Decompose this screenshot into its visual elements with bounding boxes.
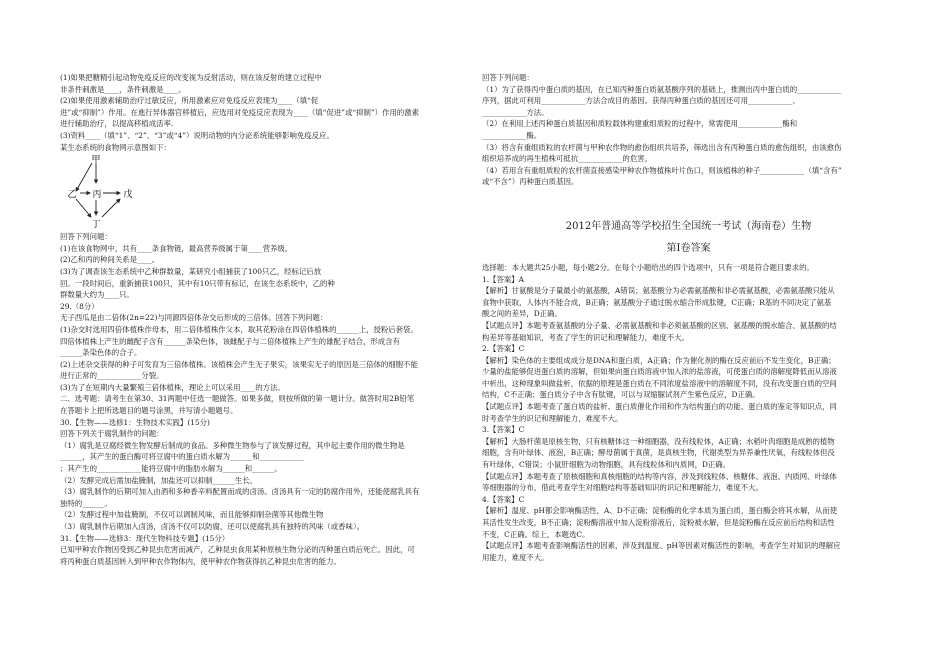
text-line: ____________方法。 <box>482 107 549 117</box>
node-jia: 甲 <box>91 155 101 166</box>
right-column <box>482 72 895 563</box>
text-line: 某生态系统的食物网示意图如下： <box>60 142 171 152</box>
text-line: (2)上述杂交获得的种子可发育为三倍体植株。该植株会产生无子果实，该果实无子的原因是三倍体的细胞不能 <box>60 359 418 369</box>
text-line: (3)为了调查该生态系统中乙种群数量，某研究小组捕获了100只乙，经标记后放 <box>60 266 322 276</box>
text-line: 用能力，难度不大。 <box>482 552 549 562</box>
text-line: 【试题点评】本题考查了原核细胞和真核细胞的结构等内容，涉及到线粒体、核糖体、液泡、内质网、叶绿体 <box>482 471 837 481</box>
text-line: 少量的盐能够促进蛋白质的溶解，但如果向蛋白质溶液中加入浓的盐溶液，可使蛋白质的溶解度降低而从溶液 <box>482 367 837 377</box>
text-line: 30.【生物——选修1：生物技术实践】(15分) <box>60 417 210 427</box>
edge-yi-ding <box>76 199 91 217</box>
text-line: ______条染色体的合子。 <box>60 348 142 358</box>
text-line: （1）为了获得丙中蛋白质的基因，在已知丙种蛋白质氨基酸序列的基础上，推测出丙中蛋白质的____________ <box>482 84 842 94</box>
text-line: 回答下列关于腐乳制作的问题： <box>60 429 164 439</box>
text-line: 2.【答案】C <box>482 344 525 354</box>
text-line: ；其产生的____________能将豆腐中的脂肪水解为______和______。 <box>60 464 282 474</box>
text-line: 在答题卡上把所选题目的题号涂黑，并写清小题题号。 <box>60 406 238 416</box>
text-line: 选择题：本大题共25小题，每小题2分。在每个小题给出的四个选项中，只有一项是符合题目要求的。 <box>482 262 814 272</box>
right-bottom-text <box>482 262 895 563</box>
text-line: 回答下列问题： <box>482 73 534 82</box>
text-line: 群数量大约为____只。 <box>60 290 134 300</box>
text-line: 无子西瓜是由二倍体(2n=22)与同源四倍体杂交后形成的三倍体。回答下列问题： <box>60 313 328 323</box>
text-line: （3）腐乳制作后期加入卤汤，卤汤不仅可以防腐，还可以使腐乳具有独特的风味（或香味）。 <box>60 522 365 531</box>
text-line: 时考查学生的识记和理解能力，难度不大。 <box>482 413 623 423</box>
text-line: 回。一段时间后，重新捕获100只，其中有10只带有标记，在该生态系统中，乙的种 <box>60 278 335 288</box>
edge-jia-yi <box>76 163 92 191</box>
text-line: 二、选考题：请考生在第30、31两题中任选一题做答。如果多做，则按所做的第一题计分。做答时用2B铅笔 <box>60 394 415 404</box>
text-line: (2)乙和丙的种间关系是____。 <box>60 255 160 265</box>
text-line: (1)杂交时选用四倍体植株作母本，用二倍体植株作父本，取其花粉涂在四倍体植株的______上，授粉后套袋。 <box>60 324 418 334</box>
section-title: 第Ⅰ卷答案 <box>666 242 711 254</box>
text-line: (3)资料____（填“1”、“2”、“3”或“4”）说明动物的内分泌系统能够影响免疫反应。 <box>60 130 334 140</box>
text-line: 【试题点评】本题考查影响酶活性的因素，涉及到温度、pH等因素对酶活性的影响，考查学生对知识的理解应 <box>482 541 841 551</box>
text-line: 酸之间的差异，D正确。 <box>482 309 562 319</box>
text-line: （3）腐乳制作的后期可加入由酒和多种香辛料配置而成的卤汤。卤汤具有一定的防腐作用外，还能使腐乳具有 <box>60 487 420 497</box>
text-line: 回答下列问题： <box>60 232 112 242</box>
text-line: 组织培养成的再生植株可抵抗____________的危害。 <box>482 154 652 164</box>
text-line: 进行辅助治疗，以提高移植成活率. <box>60 119 174 129</box>
text-line: （3）将含有重组质粒的农杆菌与甲种农作物的愈伤组织共培养，筛选出含有丙种蛋白质的愈伤组织，由该愈伤 <box>482 142 842 152</box>
node-ding: 丁 <box>91 220 101 231</box>
text-line: 或“不含”）丙种蛋白质基因。 <box>482 177 579 187</box>
left-top-text <box>60 72 470 153</box>
text-line: (2)如果使用激素辅助治疗过敏反应，所用激素应对免疫反应表现为____（填“促 <box>60 96 319 106</box>
text-line: (1)在该食物网中，共有____条食物链，最高营养级属于第____营养级。 <box>60 243 293 253</box>
text-line: 非条件刺激是____，条件刺激是____。 <box>60 84 186 94</box>
text-line: 进”或“抑制”）作用。在進行异体器官移植后，应选用对免疫反应表现为____（填“促进”或“抑制”）作用的激素 <box>60 107 420 117</box>
food-web-diagram <box>60 153 470 231</box>
text-line: 结构，C不正确；蛋白质分子中含有肽键，可以与双缩脲试剂产生紫色反应，D正确。 <box>482 390 760 400</box>
left-column <box>60 72 470 567</box>
text-line: 细胞，含有叶绿体、液泡，B正确；酵母菌属于真菌，是真核生物，代谢类型为异养兼性厌氧，有线粒体但没 <box>482 448 835 458</box>
text-line: 独特的______。 <box>60 498 112 508</box>
text-line: （2）在利用上述丙种蛋白质基因和质粒载体构建重组质粒的过程中，常需使用____________酶和 <box>482 119 798 129</box>
right-top-text <box>482 72 895 188</box>
text-line: 【解析】染色体的主要组成成分是DNA和蛋白质，A正确；作为催化剂的酶在反应前后不发生变化，B正确； <box>482 355 836 365</box>
text-line: ______，其产生的蛋白酶可将豆腐中的蛋白质水解为______和____________ <box>60 452 304 462</box>
text-line: 构差异等基础知识，考查了学生的识记和理解能力，难度不大。 <box>482 332 689 342</box>
text-line: (1)如果把糖精引起动物免疫反应的改变视为反射活动，则在该反射的建立过程中 <box>60 73 322 82</box>
text-line: 【试题点评】本题考查氨基酸的分子量、必需氨基酸和非必须氨基酸的区别、氨基酸的脱水缩合、氨基酸的结 <box>482 320 837 330</box>
text-line: 序列，据此可利用____________方法合成目的基因。获得丙种蛋白质的基因还可用____________、 <box>482 96 800 106</box>
edge-ding-wu <box>102 199 120 217</box>
text-line: 将丙种蛋白质基因转入到甲种农作物体内，使甲种农作物获得抗乙种昆虫危害的能力。 <box>60 556 341 566</box>
text-line: 等细胞器的分布，借此考查学生对细胞结构等基础知识的识记和理解能力，难度不大。 <box>482 483 763 493</box>
food-web-svg <box>62 153 182 231</box>
text-line: ____________酶。 <box>482 130 542 140</box>
text-line: 不变，C正确。综上，本题选C。 <box>482 529 590 539</box>
text-line: 四倍体植株上产生的雌配子含有______条染色体，该雌配子与二倍体植株上产生的雄配子结合，形成含有 <box>60 336 400 346</box>
text-line: 【解析】甘氨酸是分子量最小的氨基酸，A错误；氨基酸分为必需氨基酸和非必需氨基酸，必需氨基酸只能从 <box>482 286 835 296</box>
text-line: 已知甲种农作物因受到乙种昆虫危害而减产，乙种昆虫食用某种原核生物分泌的丙种蛋白质后死亡。因此，可 <box>60 545 415 555</box>
text-line: 【解析】温度、pH都会影响酶活性，A、D不正确；淀粉酶的化学本质为蛋白质，蛋白酶会将其水解，从而使 <box>482 506 838 516</box>
text-line: 31.【生物——选修3：现代生物科技专题】(15分） <box>60 533 230 543</box>
node-yi: 乙 <box>67 190 77 201</box>
text-line: 29.（8分） <box>60 301 99 311</box>
text-line: 食物中获取，人体内不能合成，B正确；氨基酸分子通过脱水缩合形成肽键，C正确；R基的不同决定了氨基 <box>482 297 832 307</box>
exam-title: 2012年普通高等学校招生全国统一考试（海南卷）生物 <box>565 220 812 232</box>
text-line: 有叶绿体，C错误；小鼠肝细胞为动物细胞，具有线粒体和内质网，D正确。 <box>482 460 731 470</box>
text-line: 4.【答案】C <box>482 494 525 504</box>
text-line: （2）发酵完成后需加盐腌制，加盐还可以抑制______生长。 <box>60 475 257 485</box>
text-line: 1.【答案】A <box>482 274 524 284</box>
text-line: 【试题点评】本题考查了蛋白质的盐析、蛋白质催化作用和作为结构蛋白的功能、蛋白质的鉴定等知识点，同 <box>482 402 837 412</box>
node-wu: 戊 <box>123 190 133 201</box>
left-middle-text <box>60 231 470 567</box>
text-line: （2）发酵过程中加盐腌制，不仅可以调制风味，而且能够抑制杂菌等其他微生物 <box>60 510 324 520</box>
text-line: 其活性发生改变，B不正确；淀粉酶溶液中加入淀粉溶液后，淀粉被水解，但是淀粉酶在反应前后结构和活性 <box>482 518 835 527</box>
node-bing: 丙 <box>92 190 102 201</box>
text-line: 【解析】大肠杆菌是原核生物，只有核糖体这一种细胞器，没有线粒体，A正确；水稻叶肉细胞是成熟的植物 <box>482 436 835 446</box>
text-line: 中析出，这种现象叫做盐析，依据的原理是蛋白质在不同浓度盐溶液中的溶解度不同，没有改变蛋白质的空间 <box>482 378 837 388</box>
text-line: 进行正常的____________分裂。 <box>60 371 164 381</box>
text-line: (3)为了在短期内大量繁殖三倍体植株，理论上可以采用____的方法。 <box>60 382 285 392</box>
text-line: 3.【答案】C <box>482 425 525 435</box>
text-line: （4）若用含有重组质粒的农杆菌直接感染甲种农作物植株叶片伤口，则该植株的种子____________（填“含有” <box>482 165 842 175</box>
text-line: （1）腐乳是豆腐经微生物发酵后制成的食品。多种微生物参与了该发酵过程，其中起主要作用的微生物是 <box>60 440 405 450</box>
